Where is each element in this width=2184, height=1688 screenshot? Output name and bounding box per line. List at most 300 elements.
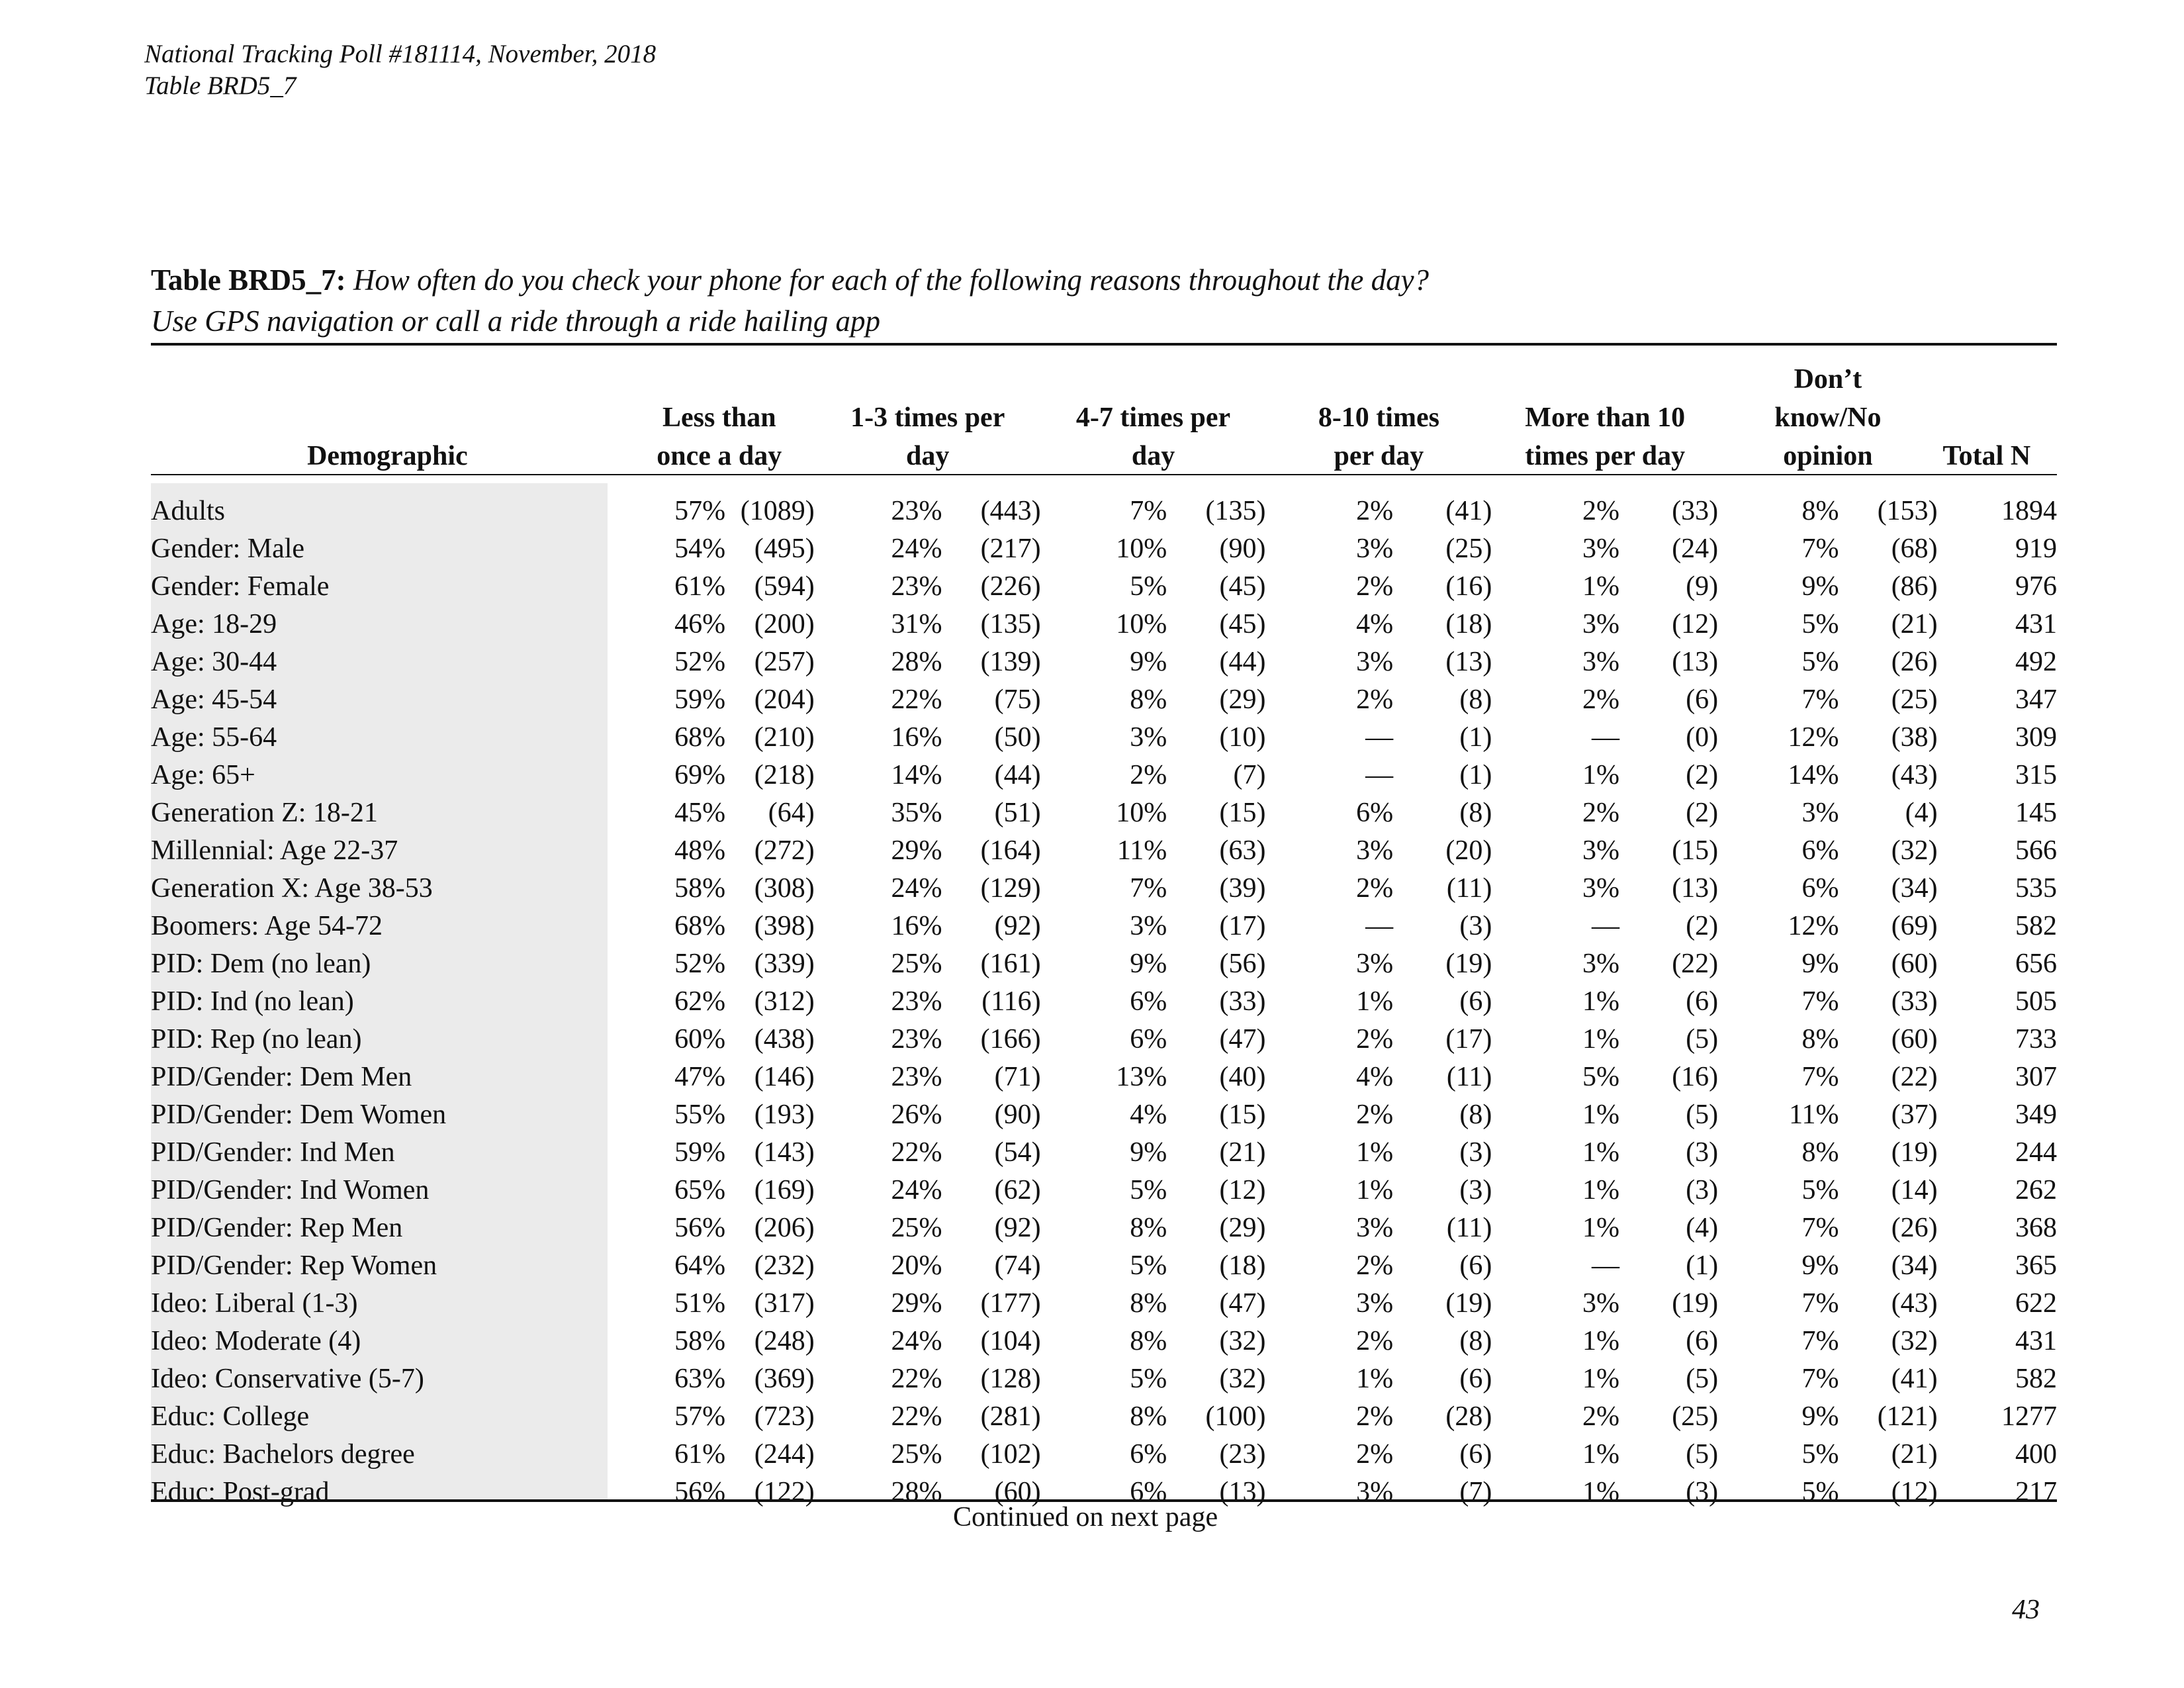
percent-cell: 7% [1801,1326,1839,1356]
row-label: Educ: Post-grad [151,1477,330,1507]
count-cell: (4) [1905,798,1938,828]
percent-cell: 29% [891,1288,942,1319]
count-cell: (226) [980,571,1041,602]
count-cell: (15) [1672,835,1719,866]
percent-cell: 7% [1801,534,1839,564]
count-cell: (5) [1686,1439,1719,1470]
col-header-total-n: Total N [1942,441,2031,471]
count-cell: (6) [1686,684,1719,715]
count-cell: (25) [1891,684,1938,715]
total-n-cell: 535 [2015,873,2057,904]
count-cell: (11) [1446,1213,1492,1243]
percent-cell: 28% [891,647,942,677]
percent-cell: 24% [891,1175,942,1205]
percent-cell: 5% [1801,1175,1839,1205]
percent-cell: 1% [1582,1213,1619,1243]
percent-cell: 9% [1801,949,1839,979]
count-cell: (50) [994,722,1041,753]
percent-cell: 5% [1801,609,1839,639]
count-cell: (34) [1891,1250,1938,1281]
percent-cell: 69% [674,760,726,790]
percent-cell: 61% [674,1439,726,1470]
percent-cell: 11% [1116,835,1167,866]
percent-cell: 25% [891,1213,942,1243]
percent-cell: 16% [891,722,942,753]
total-n-cell: 145 [2015,798,2057,828]
continued-note: Continued on next page [953,1502,1218,1532]
percent-cell: 6% [1130,1477,1167,1507]
percent-cell: 12% [1788,911,1839,941]
table-row [151,1209,2057,1247]
percent-cell: 20% [891,1250,942,1281]
count-cell: (34) [1891,873,1938,904]
count-cell: (146) [754,1062,815,1092]
count-cell: (317) [754,1288,815,1319]
percent-cell: 10% [1116,609,1167,639]
count-cell: (438) [754,1024,815,1055]
count-cell: (92) [994,1213,1041,1243]
total-n-cell: 582 [2015,1364,2057,1394]
percent-cell: 7% [1801,1213,1839,1243]
percent-cell: 57% [674,1401,726,1432]
percent-cell: 8% [1801,1137,1839,1168]
count-cell: (90) [994,1100,1041,1130]
percent-cell: 14% [891,760,942,790]
percent-cell: 6% [1356,798,1394,828]
percent-cell: 10% [1116,798,1167,828]
count-cell: (19) [1891,1137,1938,1168]
count-cell: (47) [1219,1288,1266,1319]
count-cell: (177) [980,1288,1041,1319]
count-cell: (22) [1891,1062,1938,1092]
total-n-cell: 733 [2015,1024,2057,1055]
count-cell: (60) [1891,949,1938,979]
count-cell: (723) [754,1401,815,1432]
count-cell: (116) [981,986,1041,1017]
count-cell: (3) [1686,1137,1719,1168]
percent-cell: 6% [1130,1439,1167,1470]
count-cell: (26) [1891,647,1938,677]
percent-cell: 22% [891,1364,942,1394]
row-label: Ideo: Moderate (4) [151,1326,361,1356]
row-label: Gender: Male [151,534,305,564]
table-row [151,908,2057,945]
count-cell: (8) [1459,1326,1492,1356]
percent-cell: 2% [1356,684,1394,715]
percent-cell: 6% [1801,835,1839,866]
count-cell: (5) [1686,1024,1719,1055]
count-cell: (24) [1672,534,1719,564]
page-number: 43 [2012,1595,2040,1625]
percent-cell: 22% [891,684,942,715]
count-cell: (153) [1877,496,1938,526]
total-n-cell: 656 [2015,949,2057,979]
count-cell: (15) [1219,798,1266,828]
count-cell: (17) [1445,1024,1492,1055]
count-cell: (3) [1686,1175,1719,1205]
percent-cell: 3% [1582,1288,1619,1319]
percent-cell: 1% [1356,1175,1394,1205]
count-cell: (128) [980,1364,1041,1394]
count-cell: (443) [980,496,1041,526]
table-row [151,1247,2057,1285]
percent-cell: 35% [891,798,942,828]
percent-cell: 3% [1356,1213,1394,1243]
count-cell: (15) [1219,1100,1266,1130]
percent-cell: 58% [674,873,726,904]
count-cell: (12) [1672,609,1719,639]
percent-cell: 2% [1356,1100,1394,1130]
count-cell: (41) [1891,1364,1938,1394]
table-row [151,1398,2057,1436]
percent-cell: 7% [1130,496,1167,526]
count-cell: (68) [1891,534,1938,564]
count-cell: (2) [1686,798,1719,828]
col-header-8-10-times: 8-10 times per day [1318,402,1439,471]
percent-cell: 23% [891,1024,942,1055]
col-header-more-than-10: More than 10 times per day [1525,402,1686,471]
count-cell: (6) [1686,1326,1719,1356]
percent-cell: 31% [891,609,942,639]
percent-cell: 2% [1356,873,1394,904]
percent-cell: 2% [1356,496,1394,526]
count-cell: (12) [1891,1477,1938,1507]
percent-cell: 1% [1582,1439,1619,1470]
table-row [151,530,2057,568]
col-header-demographic: Demographic [307,441,468,471]
count-cell: (11) [1446,1062,1492,1092]
percent-cell: 3% [1582,949,1619,979]
percent-cell: 4% [1356,1062,1394,1092]
percent-cell: 58% [674,1326,726,1356]
percent-cell: 1% [1582,1100,1619,1130]
count-cell: (29) [1219,1213,1266,1243]
count-cell: (33) [1219,986,1266,1017]
percent-cell: 7% [1801,1288,1839,1319]
count-cell: (594) [754,571,815,602]
count-cell: (257) [754,647,815,677]
table-row [151,1360,2057,1398]
percent-cell: 52% [674,647,726,677]
percent-cell: 7% [1130,873,1167,904]
row-label: Ideo: Conservative (5-7) [151,1364,424,1394]
count-cell: (8) [1459,1100,1492,1130]
row-label: Age: 18-29 [151,609,277,639]
percent-cell: 55% [674,1100,726,1130]
percent-cell: 8% [1130,684,1167,715]
percent-cell: 56% [674,1213,726,1243]
percent-cell: 23% [891,986,942,1017]
percent-cell: 61% [674,571,726,602]
percent-cell: 3% [1801,798,1839,828]
total-n-cell: 347 [2015,684,2057,715]
count-cell: (60) [1891,1024,1938,1055]
percent-cell: 8% [1801,1024,1839,1055]
table-row [151,945,2057,983]
count-cell: (21) [1891,609,1938,639]
percent-cell: 23% [891,571,942,602]
count-cell: (2) [1686,911,1719,941]
percent-cell: 1% [1356,1137,1394,1168]
percent-cell: 5% [1582,1062,1619,1092]
count-cell: (272) [754,835,815,866]
count-cell: (135) [1205,496,1266,526]
row-label: PID/Gender: Dem Women [151,1100,447,1130]
count-cell: (60) [994,1477,1041,1507]
table-row [151,681,2057,719]
percent-cell: 65% [674,1175,726,1205]
count-cell: (6) [1459,1250,1492,1281]
count-cell: (102) [980,1439,1041,1470]
percent-cell: 26% [891,1100,942,1130]
percent-cell: 45% [674,798,726,828]
percent-cell: — [1592,911,1619,941]
table-row [151,492,2057,530]
table-row [151,1021,2057,1058]
total-n-cell: 492 [2015,647,2057,677]
count-cell: (218) [754,760,815,790]
count-cell: (43) [1891,760,1938,790]
count-cell: (45) [1219,571,1266,602]
row-label: Adults [151,496,226,526]
percent-cell: 2% [1356,1326,1394,1356]
count-cell: (166) [980,1024,1041,1055]
count-cell: (4) [1686,1213,1719,1243]
count-cell: (100) [1205,1401,1266,1432]
percent-cell: 1% [1582,1175,1619,1205]
row-label: PID/Gender: Ind Men [151,1137,395,1168]
count-cell: (45) [1219,609,1266,639]
count-cell: (32) [1219,1326,1266,1356]
percent-cell: 14% [1788,760,1839,790]
count-cell: (32) [1891,835,1938,866]
col-header-less-than-once: Less than once a day [657,402,782,471]
percent-cell: 1% [1582,1137,1619,1168]
count-cell: (308) [754,873,815,904]
total-n-cell: 431 [2015,1326,2057,1356]
count-cell: (92) [994,911,1041,941]
row-label: PID: Rep (no lean) [151,1024,362,1055]
percent-cell: 2% [1582,496,1619,526]
table-row [151,643,2057,681]
total-n-cell: 582 [2015,911,2057,941]
row-label: Age: 45-54 [151,684,277,715]
percent-cell: 56% [674,1477,726,1507]
percent-cell: 3% [1582,873,1619,904]
percent-cell: — [1365,760,1394,790]
percent-cell: 13% [1116,1062,1167,1092]
col-header-1-3-times: 1-3 times per day [850,402,1005,471]
percent-cell: 23% [891,1062,942,1092]
percent-cell: 2% [1356,1439,1394,1470]
table-row [151,1172,2057,1209]
count-cell: (56) [1219,949,1266,979]
count-cell: (1089) [740,496,815,526]
percent-cell: 11% [1789,1100,1839,1130]
total-n-cell: 244 [2015,1137,2057,1168]
table-row [151,568,2057,606]
percent-cell: 3% [1356,534,1394,564]
percent-cell: 5% [1130,1250,1167,1281]
percent-cell: 7% [1801,1364,1839,1394]
count-cell: (19) [1445,1288,1492,1319]
percent-cell: 3% [1356,835,1394,866]
percent-cell: 1% [1582,1326,1619,1356]
percent-cell: 1% [1582,986,1619,1017]
count-cell: (161) [980,949,1041,979]
total-n-cell: 622 [2015,1288,2057,1319]
count-cell: (139) [980,647,1041,677]
row-label: Ideo: Liberal (1-3) [151,1288,358,1319]
percent-cell: 6% [1130,1024,1167,1055]
count-cell: (69) [1891,911,1938,941]
count-cell: (13) [1219,1477,1266,1507]
table-title [151,259,2057,342]
percent-cell: — [1592,722,1619,753]
count-cell: (74) [994,1250,1041,1281]
count-cell: (25) [1672,1401,1719,1432]
count-cell: (7) [1459,1477,1492,1507]
total-n-cell: 976 [2015,571,2057,602]
percent-cell: 22% [891,1137,942,1168]
percent-cell: 4% [1130,1100,1167,1130]
count-cell: (1) [1459,722,1492,753]
percent-cell: 1% [1582,1024,1619,1055]
total-n-cell: 307 [2015,1062,2057,1092]
table-row [151,870,2057,908]
table-row [151,1285,2057,1323]
count-cell: (244) [754,1439,815,1470]
percent-cell: 63% [674,1364,726,1394]
table-row [151,1134,2057,1172]
percent-cell: 24% [891,873,942,904]
percent-cell: 3% [1582,835,1619,866]
percent-cell: 8% [1801,496,1839,526]
percent-cell: — [1365,722,1394,753]
count-cell: (16) [1445,571,1492,602]
percent-cell: — [1365,911,1394,941]
row-label: PID/Gender: Rep Women [151,1250,437,1281]
count-cell: (11) [1446,873,1492,904]
count-cell: (398) [754,911,815,941]
count-cell: (39) [1219,873,1266,904]
percent-cell: 2% [1582,1401,1619,1432]
percent-cell: 12% [1788,722,1839,753]
percent-cell: 54% [674,534,726,564]
percent-cell: 6% [1801,873,1839,904]
percent-cell: 5% [1801,1439,1839,1470]
count-cell: (12) [1219,1175,1266,1205]
count-cell: (1) [1686,1250,1719,1281]
count-cell: (7) [1233,760,1266,790]
percent-cell: 28% [891,1477,942,1507]
count-cell: (495) [754,534,815,564]
percent-cell: 5% [1801,647,1839,677]
count-cell: (62) [994,1175,1041,1205]
count-cell: (217) [980,534,1041,564]
count-cell: (44) [994,760,1041,790]
count-cell: (47) [1219,1024,1266,1055]
count-cell: (41) [1445,496,1492,526]
total-n-cell: 400 [2015,1439,2057,1470]
count-cell: (248) [754,1326,815,1356]
row-label: Millennial: Age 22-37 [151,835,398,866]
count-cell: (121) [1877,1401,1938,1432]
count-cell: (129) [980,873,1041,904]
percent-cell: 3% [1582,534,1619,564]
count-cell: (13) [1672,873,1719,904]
percent-cell: 3% [1582,609,1619,639]
count-cell: (13) [1672,647,1719,677]
count-cell: (206) [754,1213,815,1243]
percent-cell: 2% [1356,1401,1394,1432]
row-label: Age: 30-44 [151,647,277,677]
percent-cell: 3% [1356,1477,1394,1507]
percent-cell: 1% [1582,571,1619,602]
percent-cell: 8% [1130,1326,1167,1356]
percent-cell: 9% [1801,1401,1839,1432]
percent-cell: 9% [1130,949,1167,979]
count-cell: (23) [1219,1439,1266,1470]
percent-cell: 3% [1356,647,1394,677]
row-label: Gender: Female [151,571,330,602]
count-cell: (90) [1219,534,1266,564]
percent-cell: 7% [1801,1062,1839,1092]
percent-cell: 1% [1582,760,1619,790]
count-cell: (17) [1219,911,1266,941]
table-row [151,606,2057,643]
count-cell: (33) [1891,986,1938,1017]
percent-cell: 7% [1801,684,1839,715]
count-cell: (19) [1445,949,1492,979]
table-row [151,1096,2057,1134]
percent-cell: 6% [1130,986,1167,1017]
count-cell: (6) [1459,1364,1492,1394]
row-label: Age: 55-64 [151,722,277,753]
row-label: PID/Gender: Rep Men [151,1213,403,1243]
percent-cell: 64% [674,1250,726,1281]
percent-cell: 48% [674,835,726,866]
count-cell: (169) [754,1175,815,1205]
row-label: PID: Dem (no lean) [151,949,371,979]
row-label: Generation X: Age 38-53 [151,873,433,904]
percent-cell: 8% [1130,1213,1167,1243]
percent-cell: 7% [1801,986,1839,1017]
count-cell: (21) [1219,1137,1266,1168]
count-cell: (64) [768,798,815,828]
count-cell: (232) [754,1250,815,1281]
row-label: PID/Gender: Ind Women [151,1175,430,1205]
percent-cell: 1% [1356,986,1394,1017]
count-cell: (29) [1219,684,1266,715]
table-row [151,757,2057,794]
percent-cell: 68% [674,911,726,941]
count-cell: (8) [1459,684,1492,715]
count-cell: (33) [1672,496,1719,526]
count-cell: (6) [1459,986,1492,1017]
table-row [151,719,2057,757]
percent-cell: 57% [674,496,726,526]
percent-cell: 3% [1356,1288,1394,1319]
total-n-cell: 919 [2015,534,2057,564]
count-cell: (25) [1445,534,1492,564]
count-cell: (5) [1686,1100,1719,1130]
percent-cell: 62% [674,986,726,1017]
count-cell: (369) [754,1364,815,1394]
count-cell: (26) [1891,1213,1938,1243]
percent-cell: 2% [1356,1024,1394,1055]
crosstab-table [151,343,2057,1511]
